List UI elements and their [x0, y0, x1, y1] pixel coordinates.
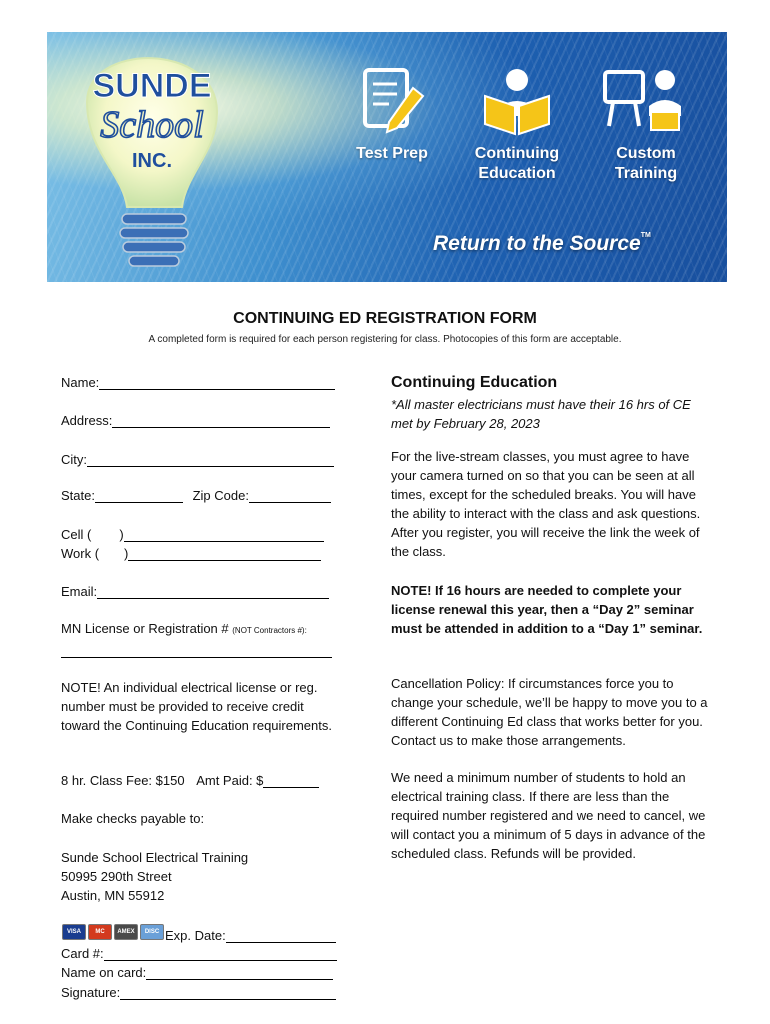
exp-date-field[interactable]: [165, 928, 336, 943]
zip-label: Zip Code:: [192, 488, 249, 503]
payee-address: [61, 848, 341, 905]
name-on-card-line[interactable]: [146, 966, 333, 980]
form-title: CONTINUING ED REGISTRATION FORM: [233, 310, 537, 327]
reading-person-icon: [477, 66, 557, 138]
license-line-wrap[interactable]: [61, 643, 332, 658]
state-line[interactable]: [95, 489, 183, 503]
day2-seminar-note: NOTE! If 16 hours are needed to complete your license renewal this year, then a “Day 2” seminar must be attended in addition to a “Day 1” seminar.: [391, 583, 703, 636]
service-test-prep: [337, 58, 447, 164]
cell-paren: ): [119, 527, 124, 542]
work-field[interactable]: [61, 546, 321, 561]
license-requirement-note: NOTE! An individual electrical license or reg. number must be provided to receive credit toward the Continuing Education requirements.: [61, 680, 332, 733]
name-on-card-field[interactable]: [61, 965, 333, 980]
visa-card-icon: VISA: [62, 924, 86, 940]
work-label: Work (: [61, 546, 100, 561]
logo-inc-text: INC.: [132, 150, 172, 172]
presentation-icon: [601, 66, 691, 138]
license-note: (NOT Contractors #):: [232, 626, 307, 635]
fee-label: 8 hr. Class Fee: $150: [61, 773, 185, 788]
card-number-line[interactable]: [104, 947, 337, 961]
amex-card-icon: AMEX: [114, 924, 138, 940]
checks-payable-label: Make checks payable to:: [61, 811, 205, 826]
payee-name: Sunde School Electrical Training: [61, 850, 249, 865]
exp-date-label: Exp. Date:: [165, 928, 226, 943]
tagline: [433, 232, 651, 256]
signature-line[interactable]: [120, 986, 336, 1000]
license-label: MN License or Registration #: [61, 621, 229, 636]
cell-line[interactable]: [124, 528, 324, 542]
payee-city: Austin, MN 55912: [61, 888, 165, 903]
test-prep-icon: [357, 66, 427, 138]
license-line[interactable]: [61, 644, 332, 658]
payee-street: 50995 290th Street: [61, 869, 172, 884]
city-label: City:: [61, 452, 87, 467]
cancellation-policy: Cancellation Policy: If circumstances force you to change your schedule, we’ll be happy to move you to a different Continuing Ed class that works better for you. Contact us to make those arrangements.: [391, 676, 708, 748]
license-field[interactable]: [61, 621, 307, 636]
cell-field[interactable]: [61, 527, 324, 542]
fee-field[interactable]: [61, 773, 319, 788]
logo-sunde-text: SUNDE: [92, 67, 212, 105]
exp-date-line[interactable]: [226, 929, 336, 943]
service-label-line1: Continuing: [474, 145, 560, 162]
amt-paid-label: Amt Paid: $: [196, 773, 264, 788]
address-label: Address:: [61, 413, 113, 428]
service-label-line1: Custom: [616, 145, 676, 162]
cell-label: Cell (: [61, 527, 92, 542]
service-label-line1: Test Prep: [356, 145, 428, 162]
signature-label: Signature:: [61, 985, 121, 1000]
service-label-line2: Training: [614, 165, 678, 182]
header-banner: [47, 32, 727, 282]
name-line[interactable]: [99, 376, 335, 390]
email-line[interactable]: [97, 585, 329, 599]
state-zip-field[interactable]: [61, 488, 331, 503]
card-number-field[interactable]: [61, 946, 337, 961]
city-field[interactable]: [61, 452, 334, 467]
email-label: Email:: [61, 584, 98, 599]
tagline-text: Return to the Source: [433, 232, 641, 255]
work-line[interactable]: [128, 547, 321, 561]
amt-paid-line[interactable]: [263, 774, 319, 788]
service-label-line2: Education: [478, 165, 556, 182]
trademark-mark: TM: [640, 232, 651, 239]
continuing-education-heading: Continuing Education: [391, 374, 558, 391]
address-field[interactable]: [61, 413, 330, 428]
livestream-policy: For the live-stream classes, you must agree to have your camera turned on so that you can be seen at all times, except for the scheduled breaks. You will have the ability to interact with the class and ask questions. After you register, you will receive the link the week of the class.: [391, 449, 701, 559]
credit-card-logos: [62, 924, 164, 940]
work-paren: ): [124, 546, 129, 561]
discover-card-icon: DISC: [140, 924, 164, 940]
email-field[interactable]: [61, 584, 329, 599]
lightbulb-logo-icon: [47, 32, 297, 282]
minimum-enrollment-policy: We need a minimum number of students to hold an electrical training class. If there are less than the required number registered and we need to cancel, we will contact you a minimum of 5 days in advance of the scheduled class. Refunds will be provided.: [391, 770, 706, 861]
state-label: State:: [61, 488, 95, 503]
form-subtitle: A completed form is required for each person registering for class. Photocopies of this form are acceptable.: [148, 334, 622, 345]
service-custom-training: [591, 58, 701, 184]
signature-field[interactable]: [61, 985, 336, 1000]
mastercard-icon: MC: [88, 924, 112, 940]
logo-school-text: School: [100, 104, 204, 146]
zip-line[interactable]: [249, 489, 331, 503]
card-number-label: Card #:: [61, 946, 104, 961]
ce-deadline-note: *All master electricians must have their 16 hrs of CE met by February 28, 2023: [391, 397, 691, 431]
service-continuing-education: [462, 58, 572, 184]
name-on-card-label: Name on card:: [61, 965, 147, 980]
city-line[interactable]: [87, 453, 334, 467]
name-label: Name:: [61, 375, 100, 390]
name-field[interactable]: [61, 375, 335, 390]
address-line[interactable]: [112, 414, 330, 428]
